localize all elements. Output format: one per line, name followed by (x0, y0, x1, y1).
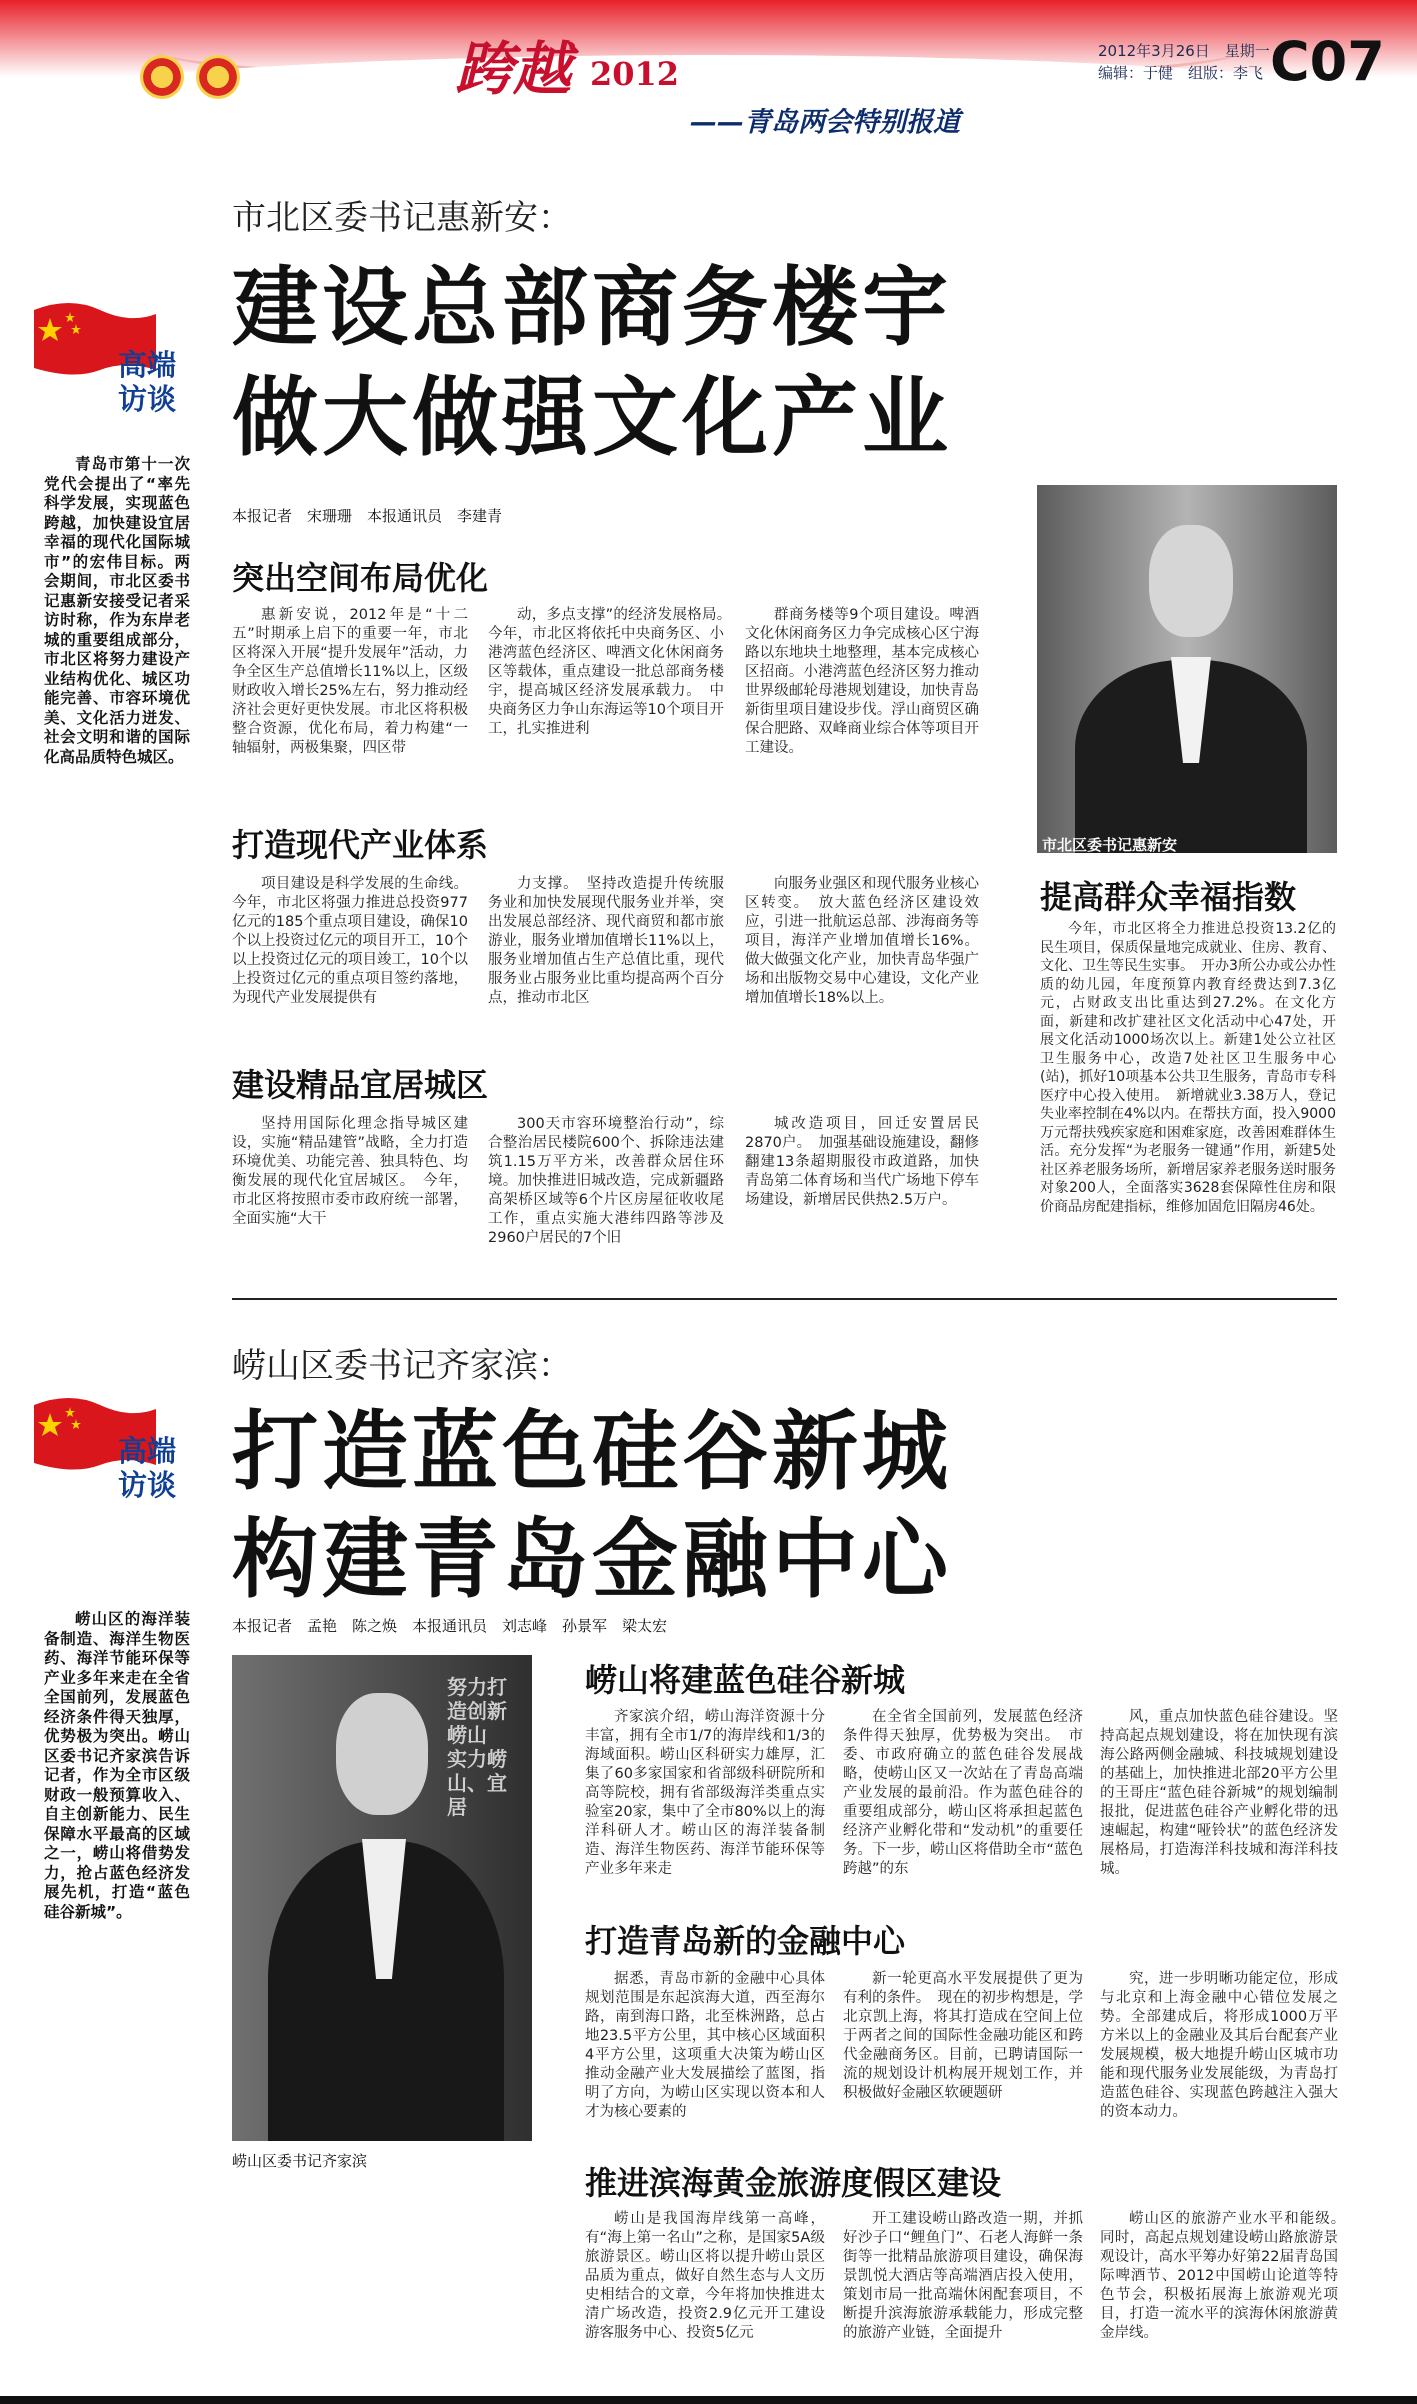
article2-photo (232, 1655, 532, 2141)
article2-section1-title: 崂山将建蓝色硅谷新城 (585, 1661, 906, 1699)
article2-photo-caption: 崂山区委书记齐家滨 (232, 2152, 368, 2170)
national-emblem-icon (140, 55, 184, 99)
article-divider (232, 1298, 1337, 1300)
brand-title: 跨越 (455, 35, 572, 103)
article1-section3-col3: 城改造项目，回迁安置居民2870户。 加强基础设施建设，翻修翻建13条超期服役市政道路，加快青岛第二体育场和当代广场地下停车场建设，新增居民供热2.5万户。 (745, 1116, 979, 1208)
article1-section2-col1: 项目建设是科学发展的生命线。今年，市北区将强力推进总投资977亿元的185个重点项目建设，确保10个以上投资过亿元的项目开工，10个以上投资过亿元的项目竣工，10个以上投资过亿元的重点项目签约落地，为现代产业发展提供有 (232, 876, 468, 1006)
brand-subtitle: ——青岛两会特别报道 (690, 107, 960, 138)
article2-sidebar: 崂山区的海洋装备制造、海洋生物医药、海洋节能环保等产业多年来走在全省全国前列，发展蓝色经济条件得天独厚，优势极为突出。崂山区委书记齐家滨告诉记者，作为全市区级财政一般预算收入、自主创新能力、民生保障水平最高的区域之一，崂山将借势发力，抢占蓝色经济发展先机，打造“蓝色硅谷新城”。 (44, 1610, 190, 1921)
article2-photo-backdrop-text: 努力打造创新崂山 实力崂山、宜居 (447, 1675, 507, 1819)
article1-section3-col2: 300天市容环境整治行动”，综合整治居民楼院600个、拆除违法建筑1.15万平方米，改善群众居住环境。加快推进旧城改造，完成新疆路高架桥区域等6个片区房屋征收收尾工作，重点实施大港纬四路等涉及2960户居民的7个旧 (488, 1116, 724, 1246)
article1-section2-col2: 力支撑。 坚持改造提升传统服务业和加快发展现代服务业并举，突出发展总部经济、现代商贸和都市旅游业，服务业增加值增长11%以上，服务业增加值占生产总值比重，现代服务业占服务业比重均提高两个百分点，推动市北区 (488, 876, 724, 1006)
article2-section2-col2: 新一轮更高水平发展提供了更为有利的条件。 现在的初步构想是，学北京凯上海，将其打造成在空间上位于两者之间的国际性金融功能区和跨代金融商务区。目前，已聘请国际一流的规划设计机构展开规划工作，并积极做好金融区软硬题研 (843, 1971, 1083, 2101)
article1-headline-line1: 建设总部商务楼宇 (232, 258, 952, 358)
article2-section3-col3: 崂山区的旅游产业水平和能级。 同时，高起点规划建设崂山路旅游景观设计，高水平筹办好第22届青岛国际啤酒节、2012中国崂山论道等特色节会，积极拓展海上旅游观光项目，打造一流水平的滨海休闲旅游黄金岸线。 (1100, 2211, 1353, 2341)
article2-section3-col2: 开工建设崂山路改造一期，并抓好沙子口“鲤鱼门”、石老人海鲜一条街等一批精品旅游项目建设，确保海景凯悦大酒店等高端酒店投入使用，策划市局一批高端休闲配套项目，不断提升滨海旅游承载能力，形成完整的旅游产业链，全面提升 (843, 2211, 1083, 2341)
interview-badge: 高端访谈 (118, 348, 177, 416)
article1-section2-title: 打造现代产业体系 (232, 826, 489, 864)
article1-section2-col3: 向服务业强区和现代服务业核心区转变。 放大蓝色经济区建设效应，引进一批航运总部、涉海商务等项目，海洋产业增加值增长16%。做大做强文化产业，加快青岛华强广场和出版物交易中心建设，文化产业增加值增长18%以上。 (745, 876, 979, 1006)
brand-year: 2012 (590, 55, 680, 93)
article2-section1-col1: 齐家滨介绍，崂山海洋资源十分丰富，拥有全市1/7的海岸线和1/3的海域面积。崂山区科研实力雄厚，汇集了60多家国家和省部级科研院所和高等院校，拥有省部级海洋类重点实验室20家，集中了全市80%以上的海洋科研人才。崂山区的海洋装备制造、海洋生物医药、海洋节能环保等产业多年来走 (585, 1709, 825, 1877)
date-line: 2012年3月26日 星期一 (1098, 42, 1270, 60)
interview-badge: 高端访谈 (118, 1434, 177, 1502)
editors-line: 编辑：于健 组版：李飞 (1098, 64, 1264, 82)
article2-section3-col1: 崂山是我国海岸线第一高峰，有“海上第一名山”之称，是国家5A级旅游景区。崂山区将以提升崂山景区品质为重点，做好自然生态与人文历史相结合的文章，今年将加快推进太清广场改造，投资2.9亿元开工建设游客服务中心、投资5亿元 (585, 2211, 825, 2341)
article2-headline-line1: 打造蓝色硅谷新城 (232, 1402, 952, 1502)
article1-kicker: 市北区委书记惠新安： (232, 198, 572, 238)
article1-headline-line2: 做大做强文化产业 (232, 368, 952, 468)
article2-section2-col3: 究，进一步明晰功能定位，形成与北京和上海金融中心错位发展之势。全部建成后，将形成1000万平方米以上的金融业及其后台配套产业发展规模，极大地提升崂山区城市功能和现代服务业发展能级，为青岛打造蓝色硅谷、实现蓝色跨越注入强大的资本动力。 (1100, 1971, 1338, 2120)
article1-section3-col1: 坚持用国际化理念指导城区建设，实施“精品建管”战略，全力打造环境优美、功能完善、独具特色、均衡发展的现代化宜居城区。 今年，市北区将按照市委市政府统一部署，全面实施“大干 (232, 1116, 468, 1227)
article1-section1-title: 突出空间布局优化 (232, 559, 489, 597)
article2-kicker: 崂山区委书记齐家滨： (232, 1346, 572, 1386)
article1-byline: 本报记者 宋珊珊 本报通讯员 李建青 (232, 507, 503, 525)
party-emblem-icon (196, 55, 240, 99)
article2-section3-title: 推进滨海黄金旅游度假区建设 (585, 2164, 1002, 2202)
article1-section4-title: 提高群众幸福指数 (1040, 878, 1297, 916)
article2-section1-col3: 风，重点加快蓝色硅谷建设。坚持高起点规划建设，将在加快现有滨海公路两侧金融城、科技城规划建设的基础上，加快推进北部20平方公里的王哥庄“蓝色硅谷新城”的规划编制报批，促进蓝色硅谷产业孵化带的迅速崛起，构建“哑铃状”的蓝色经济发展格局，打造海洋科技城和海洋科技城。 (1100, 1709, 1338, 1877)
article1-sidebar: 青岛市第十一次党代会提出了“率先科学发展，实现蓝色跨越，加快建设宜居幸福的现代化国际城市”的宏伟目标。两会期间，市北区委书记惠新安接受记者采访时称，作为东岸老城的重要组成部分，市北区将努力建设产业结构优化、城区功能完善、市容环境优美、文化活力迸发、社会文明和谐的国际化高品质特色城区。 (44, 455, 190, 766)
article1-section1-col2: 动，多点支撑”的经济发展格局。 今年，市北区将依托中央商务区、小港湾蓝色经济区、啤酒文化休闲商务区等载体，重点建设一批总部商务楼宇，提高城区经济发展承载力。 中央商务区力争山东海运等10个项目开工，扎实推进利 (488, 607, 739, 737)
article1-section1-col3: 群商务楼等9个项目建设。啤酒文化休闲商务区力争完成核心区宁海路以东地块土地整理，基本完成核心区招商。小港湾蓝色经济区努力推动世界级邮轮母港规划建设，加快青岛新街里项目建设步伐。浮山商贸区确保合肥路、双峰商业综合体等项目开工建设。 (745, 607, 979, 756)
article2-section1-col2: 在全省全国前列，发展蓝色经济条件得天独厚，优势极为突出。 市委、市政府确立的蓝色硅谷发展战略，使崂山区又一次站在了青岛高端产业发展的最前沿。作为蓝色硅谷的重要组成部分，崂山区将承担起蓝色经济产业孵化带和“发动机”的重要任务。下一步，崂山区将借助全市“蓝色跨越”的东 (843, 1709, 1083, 1877)
article1-section4-col1: 今年，市北区将全力推进总投资13.2亿的民生项目，保质保量地完成就业、住房、教育、文化、卫生等民生实事。 开办3所公办或公办性质的幼儿园，年度预算内教育经费达到7.3亿元，占财政支出比重达到27.2%。在文化方面，新建和改扩建社区文化活动中心47处，开展文化活动1000场次以上。新建1处公立社区卫生服务中心，改造7处社区卫生服务中心(站)，抓好10项基本公共卫生服务，青岛市专科医疗中心投入使用。 新增就业3.38万人，登记失业率控制在4%以内。在帮扶方面，投入9000万元帮扶残疾家庭和困难家庭，改善困难群体生活。充分发挥“为老服务一键通”作用，新建5处社区养老服务场所，新增居家养老服务送时服务对象200人，全面落实3628套保障性住房和限价商品房配建指标，维修加固危旧隔房46处。 (1040, 921, 1336, 1215)
article1-section3-title: 建设精品宜居城区 (232, 1066, 489, 1104)
article2-section2-col1: 据悉，青岛市新的金融中心具体规划范围是东起滨海大道，西至海尔路，南到海口路，北至株洲路，总占地23.5平方公里，其中核心区域面积4平方公里，这项重大决策为崂山区推动金融产业大发展描绘了蓝图，指明了方向，为崂山区实现以资本和人才为核心要素的 (585, 1971, 825, 2120)
article1-section1-col1: 惠新安说，2012年是“十二五”时期承上启下的重要一年，市北区将深入开展“提升发展年”活动，力争全区生产总值增长11%以上，区级财政收入增长25%左右，努力推动经济社会更好更快发展。市北区将积极整合资源，优化布局，着力构建“一轴辐射，两极集聚，四区带 (232, 607, 468, 756)
article2-section2-title: 打造青岛新的金融中心 (585, 1922, 906, 1960)
page-number: C07 (1270, 30, 1385, 93)
article2-headline-line2: 构建青岛金融中心 (232, 1510, 952, 1610)
article2-byline: 本报记者 孟艳 陈之焕 本报通讯员 刘志峰 孙景军 梁太宏 (232, 1617, 668, 1635)
bottom-border (0, 2396, 1417, 2404)
article1-photo (1037, 485, 1337, 853)
article1-photo-caption: 市北区委书记惠新安 (1042, 836, 1178, 854)
